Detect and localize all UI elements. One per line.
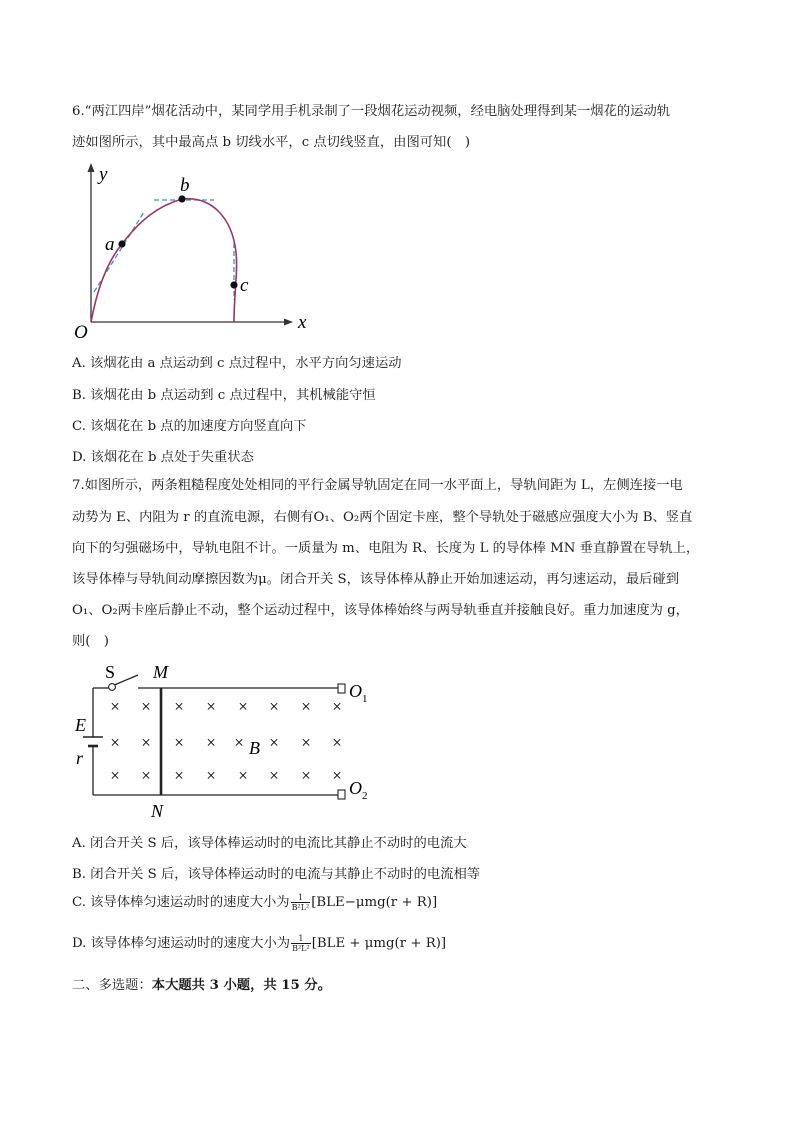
q7-option-d-frac-num: 1: [291, 934, 311, 944]
q6-trajectory-figure: [72, 160, 322, 345]
q7-option-c: [72, 891, 437, 912]
field-mark: ×: [301, 766, 311, 785]
q7-option-c-frac-num: 1: [291, 893, 311, 903]
q6-option-a: A. 该烟花由 a 点运动到 c 点过程中，水平方向匀速运动: [72, 356, 402, 371]
field-mark: ×: [238, 697, 248, 716]
q7-stem-line4: 该导体棒与导轨间动摩擦因数为μ。闭合开关 S，该导体棒从静止开始加速运动，再匀速运动，最后碰到: [72, 572, 680, 587]
q7-stem-line2: 动势为 E、内阻为 r 的直流电源，右侧有O₁、O₂两个固定卡座，整个导轨处于磁感应强度大小为 B、竖直: [72, 510, 693, 525]
q7-option-c-suffix: [BLE−μmg(r + R)]: [311, 895, 438, 910]
q7-label-o2: $O_2$: [349, 778, 368, 802]
q6-label-a: a: [105, 234, 115, 255]
q6-option-b: B. 该烟花由 b 点运动到 c 点过程中，其机械能守恒: [72, 388, 376, 403]
q7-label-o1: $O_1$: [349, 681, 368, 705]
field-mark: ×: [301, 733, 311, 752]
q7-label-r: r: [76, 748, 84, 768]
q6-stem-line1: 6.“两江四岸”烟花活动中，某同学用手机录制了一段烟花运动视频，经电脑处理得到某一烟花的运动轨: [72, 104, 671, 119]
q6-point-b-dot: [178, 195, 185, 202]
q6-label-c: c: [240, 275, 249, 296]
q7-option-c-frac-den: B²L²: [291, 903, 310, 912]
q6-point-a-dot: [118, 240, 125, 247]
q7-label-e: E: [75, 715, 86, 735]
field-mark: ×: [269, 697, 279, 716]
field-mark: ×: [174, 697, 184, 716]
q6-label-origin: O: [74, 322, 88, 343]
q6-y-axis-arrow: [88, 163, 95, 172]
q7-option-d-suffix: [BLE + μmg(r + R)]: [311, 936, 447, 951]
q7-option-d-prefix: D. 该导体棒匀速运动时的速度大小为: [72, 936, 291, 951]
field-mark: ×: [110, 766, 120, 785]
q6-option-c: C. 该烟花在 b 点的加速度方向竖直向下: [72, 419, 307, 434]
field-mark: ×: [332, 733, 342, 752]
field-mark: ×: [269, 766, 279, 785]
q6-trajectory-curve: [91, 199, 237, 322]
field-mark: ×: [206, 733, 216, 752]
field-mark: ×: [110, 697, 120, 716]
q7-stem-line1: 7.如图所示，两条粗糙程度处处相同的平行金属导轨固定在同一水平面上，导轨间距为 L，左侧连接一电: [72, 478, 683, 493]
q7-option-c-prefix: C. 该导体棒匀速运动时的速度大小为: [72, 895, 290, 910]
q7-option-a: A. 闭合开关 S 后，该导体棒运动时的电流比其静止不动时的电流大: [72, 836, 467, 851]
q7-switch-blade: [112, 675, 138, 686]
q7-option-d-frac-den: B²L²: [292, 944, 310, 953]
q7-stem-line5: O₁、O₂两卡座后静止不动，整个运动过程中，该导体棒始终与两导轨垂直并接触良好。重力加速度为 g，: [72, 603, 689, 618]
q7-option-c-fraction: [291, 893, 311, 912]
q6-x-axis-arrow: [284, 319, 293, 326]
q7-switch-contact: [109, 684, 116, 691]
field-mark: ×: [238, 766, 248, 785]
q7-option-d: [72, 932, 446, 953]
q6-option-d: D. 该烟花在 b 点处于失重状态: [72, 450, 254, 465]
field-mark: ×: [332, 697, 342, 716]
field-mark: ×: [332, 766, 342, 785]
field-mark: ×: [206, 697, 216, 716]
field-mark: ×: [269, 733, 279, 752]
q6-label-x: x: [298, 312, 307, 333]
q7-label-m: M: [153, 662, 168, 682]
q7-label-n: N: [151, 801, 164, 821]
field-mark: ×: [110, 733, 120, 752]
q6-stem-line2: 迹如图所示，其中最高点 b 切线水平，c 点切线竖直，由图可知( ): [72, 135, 471, 150]
q7-stopper-o2: [338, 790, 345, 799]
q7-circuit-figure: [72, 658, 382, 824]
field-mark: ×: [141, 697, 151, 716]
field-mark: ×: [174, 766, 184, 785]
field-mark: ×: [234, 733, 244, 752]
q7-label-s: S: [105, 662, 116, 682]
q6-label-y: y: [99, 164, 108, 185]
field-mark: ×: [141, 766, 151, 785]
q7-magnetic-field-marks: [110, 697, 342, 785]
field-mark: ×: [206, 766, 216, 785]
q6-label-b: b: [180, 175, 190, 196]
section-multi-choice-heading: [72, 974, 331, 993]
q6-point-c-dot: [230, 281, 237, 288]
q7-option-b: B. 闭合开关 S 后，该导体棒运动时的电流与其静止不动时的电流相等: [72, 867, 481, 882]
q7-stopper-o1: [338, 684, 345, 693]
field-mark: ×: [141, 733, 151, 752]
q7-stem-line3: 向下的匀强磁场中，导轨电阻不计。一质量为 m、电阻为 R、长度为 L 的导体棒 MN 垂直静置在导轨上，: [72, 541, 700, 556]
section-description: 本大题共 3 小题，共 15 分。: [151, 978, 332, 993]
q7-option-d-fraction: [291, 934, 311, 953]
section-prefix: 二、多选题：: [72, 978, 152, 993]
q7-label-b: B: [249, 738, 260, 758]
q7-stem-line6: 则( ): [72, 634, 109, 649]
field-mark: ×: [174, 733, 184, 752]
field-mark: ×: [301, 697, 311, 716]
